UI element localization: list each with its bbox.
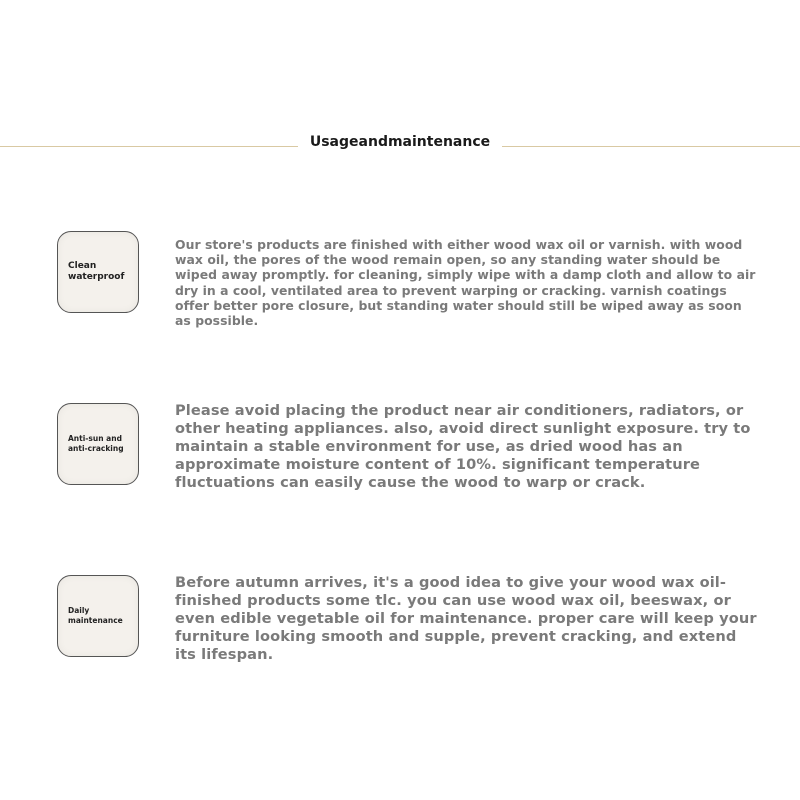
section-description: Our store's products are finished with either wood wax oil or varnish. with wood wax oil, the pores of the wood remain open, so any standing water should be wiped away promptly. for cleaning, simply wipe with a damp cloth and allow to air dry in a cool, ventilated area to prevent warping or cracking. varnish coatings offer better pore closure, but standing water should still be wiped away as soon as possible. bbox=[175, 237, 756, 329]
badge-label: Daily maintenance bbox=[68, 606, 123, 625]
page-title: Usageandmaintenance bbox=[309, 134, 491, 150]
badge-label: Anti-sun and anti-cracking bbox=[68, 434, 124, 453]
title-rule-right bbox=[502, 146, 800, 147]
section-description: Before autumn arrives, it's a good idea to give your wood wax oil-finished products some tlc. you can use wood wax oil, beeswax, or even edible vegetable oil for maintenance. proper care will keep your furniture looking smooth and supple, prevent cracking, and extend its lifespan. bbox=[175, 574, 757, 663]
badge-label: Clean waterproof bbox=[68, 261, 125, 282]
section-description: Please avoid placing the product near air conditioners, radiators, or other heating appliances. also, avoid direct sunlight exposure. try to maintain a stable environment for use, as dried wood has an approximate moisture content of 10%. significant temperature fluctuations can easily cause the wood to warp or crack. bbox=[175, 402, 751, 491]
daily-maintenance-badge bbox=[57, 575, 139, 657]
clean-waterproof-badge bbox=[57, 231, 139, 313]
anti-sun-badge bbox=[57, 403, 139, 485]
title-rule-left bbox=[0, 146, 298, 147]
